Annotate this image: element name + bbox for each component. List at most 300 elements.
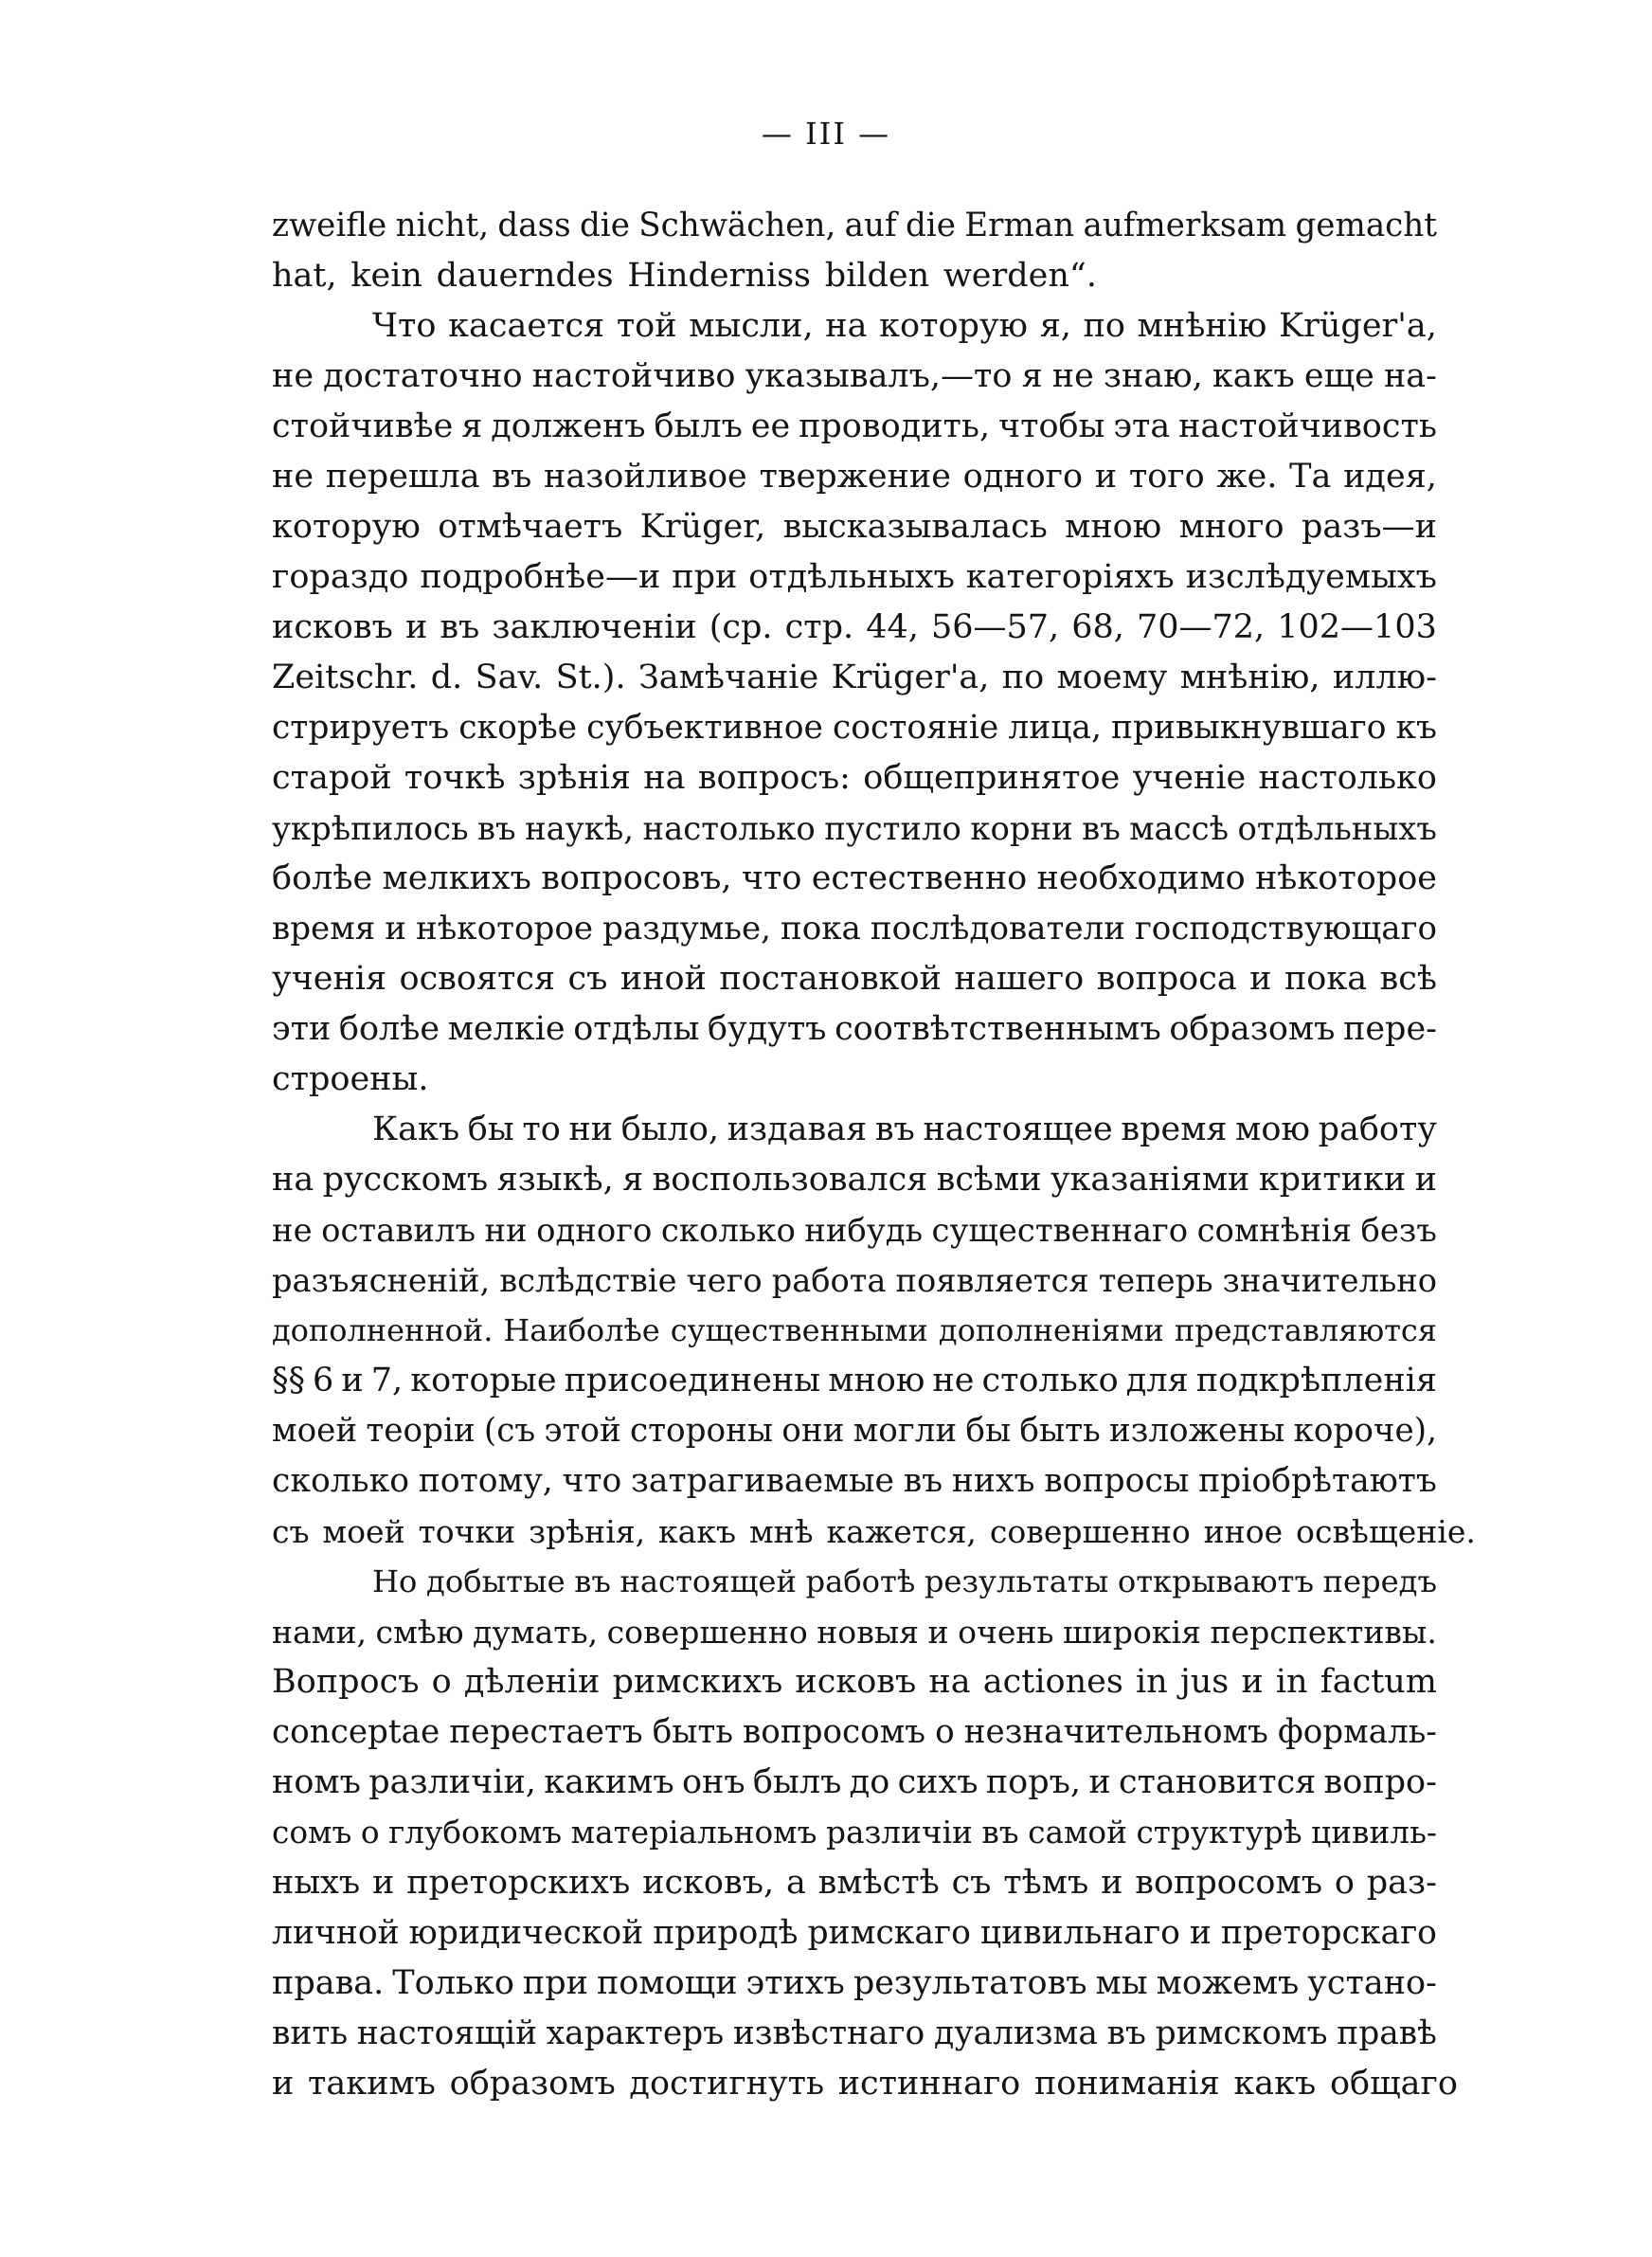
word: много: [1178, 508, 1284, 546]
word: характеръ: [546, 2014, 725, 2052]
word: знаю,: [1103, 357, 1203, 395]
text-line: [272, 1306, 1437, 1356]
word: вопросъ:: [697, 759, 851, 797]
word: при: [522, 1964, 588, 2002]
word: actiones: [982, 1663, 1123, 1701]
word: зрѣнія,: [529, 1513, 646, 1550]
word: мелкіе: [447, 1010, 566, 1048]
word: будутъ: [708, 1010, 827, 1048]
word: правѣ: [1337, 2014, 1437, 2052]
word: я,: [1039, 307, 1071, 345]
word: отдѣльныхъ: [1237, 810, 1437, 847]
word: дуализма: [934, 2014, 1098, 2052]
word: 70—72,: [1136, 608, 1266, 646]
word: на-: [1383, 357, 1437, 395]
paragraph-4: [272, 1557, 1458, 2109]
word: потому,: [418, 1462, 553, 1500]
word: въ: [492, 458, 532, 496]
word: былъ: [654, 407, 743, 445]
word: дополненной.: [272, 1312, 494, 1348]
word: какъ: [1233, 2065, 1317, 2103]
word: мелкихъ: [382, 859, 531, 897]
text-line: [272, 1808, 1437, 1858]
word: указывалъ,—то: [745, 357, 1013, 395]
word: поръ,: [985, 1763, 1082, 1801]
word: разъ—и: [1301, 508, 1437, 546]
word: могли: [853, 1412, 958, 1450]
word: пере-: [1343, 1010, 1437, 1048]
word: не: [932, 1362, 975, 1399]
word: перспективы.: [1210, 1614, 1437, 1651]
word: воспользовался: [652, 1161, 928, 1199]
word: отдѣльныхъ: [748, 558, 955, 596]
word: субъективное: [586, 709, 823, 747]
text-line: [272, 653, 1437, 703]
word: моему: [1056, 659, 1168, 696]
word: ни: [484, 1212, 528, 1249]
word: in: [1135, 1663, 1168, 1701]
word: настоящій: [356, 2014, 538, 2052]
text-line: [272, 2009, 1437, 2059]
word: §§: [272, 1362, 305, 1399]
word: римскаго: [807, 1914, 971, 1952]
word: ученіе: [1132, 759, 1247, 797]
word: Hinderniss: [627, 257, 811, 295]
word: достаточно: [323, 357, 523, 395]
word: и: [372, 1864, 395, 1902]
word: и: [1094, 458, 1118, 496]
word: незначительномъ: [963, 1713, 1268, 1751]
word: aufmerksam: [1083, 207, 1287, 244]
text-line: [272, 1507, 1476, 1557]
word: болѣе: [272, 859, 373, 897]
word: стрируетъ: [272, 709, 450, 747]
word: необходимо: [1036, 859, 1246, 897]
word: римскомъ: [1155, 2014, 1328, 2052]
word: о: [431, 1663, 452, 1701]
word: результатовъ: [853, 1964, 1087, 2002]
word: новыя: [817, 1614, 920, 1651]
word: in: [1275, 1663, 1308, 1701]
word: отдѣлы: [573, 1010, 700, 1048]
word: массѣ: [1129, 810, 1230, 847]
word: отмѣчаетъ: [438, 508, 623, 546]
word: смѣю: [375, 1614, 464, 1651]
word: на: [272, 1161, 314, 1199]
word: factum: [1320, 1663, 1437, 1701]
word: былъ: [752, 1763, 842, 1801]
word: пріобрѣтаютъ: [1198, 1462, 1437, 1500]
word: эта: [1113, 407, 1171, 445]
word: точки: [418, 1513, 516, 1550]
word: становится: [1118, 1763, 1317, 1801]
word: существенными: [670, 1312, 928, 1348]
word: номъ: [272, 1763, 361, 1801]
word: корни: [970, 810, 1073, 847]
word: такимъ: [308, 2065, 436, 2103]
word: jus: [1179, 1663, 1230, 1701]
word: перешла: [325, 458, 480, 496]
word: послѣдователи: [870, 910, 1125, 948]
word: 6: [313, 1362, 334, 1399]
word: для: [1125, 1362, 1189, 1399]
word: пониманія: [1033, 2065, 1220, 2103]
word: назойливое: [544, 458, 747, 496]
word: Какъ: [372, 1110, 460, 1148]
text-line: [272, 703, 1437, 753]
word: hat,: [272, 257, 337, 295]
word: стороны: [629, 1412, 774, 1450]
word: Замѣчаніе: [637, 659, 819, 696]
word: Krüger'а,: [1279, 307, 1437, 345]
word: въ: [440, 608, 480, 646]
word: формаль-: [1278, 1713, 1437, 1751]
word: о: [935, 1713, 955, 1751]
word: цивильнаго: [979, 1914, 1180, 1952]
word: вопро-: [1323, 1763, 1437, 1801]
word: представляются: [1174, 1312, 1437, 1348]
word: раздумье,: [602, 910, 771, 948]
word: юридической: [408, 1914, 644, 1952]
word: сомъ: [272, 1815, 352, 1851]
word: до: [849, 1763, 890, 1801]
word: мнѣнію,: [1179, 659, 1320, 696]
word: устано-: [1307, 1964, 1437, 2002]
word: пока: [1284, 960, 1368, 998]
word: болѣе: [338, 1010, 440, 1048]
text-line: [272, 1959, 1437, 2009]
word: при: [672, 558, 738, 596]
word: освѣщеніе.: [1296, 1513, 1476, 1550]
word: открываютъ: [1117, 1563, 1314, 1599]
word: я: [1021, 357, 1043, 395]
word: подробнѣе—и: [420, 558, 661, 596]
word: нибудь: [804, 1212, 924, 1249]
word: нашего: [954, 960, 1085, 998]
word: столько: [981, 1362, 1119, 1399]
word: то: [522, 1110, 561, 1148]
word: на: [643, 759, 686, 797]
word: освоятся: [399, 960, 556, 998]
word: высказывалась: [782, 508, 1048, 546]
word: не: [272, 1212, 313, 1249]
word: ученія: [272, 960, 387, 998]
word: старой: [272, 759, 392, 797]
word: настолько: [642, 810, 816, 847]
word: по: [1083, 307, 1125, 345]
word: въ: [874, 1110, 915, 1148]
word: онъ: [681, 1763, 745, 1801]
word: того: [1128, 458, 1205, 496]
word: 56—57,: [930, 608, 1060, 646]
word: какимъ: [544, 1763, 674, 1801]
paragraph-1: [272, 201, 1437, 301]
word: вслѣдствіе: [499, 1262, 677, 1299]
word: по: [1001, 659, 1045, 696]
word: вмѣстѣ: [817, 1864, 940, 1902]
word: время: [272, 910, 376, 948]
word: и: [1414, 1161, 1437, 1199]
word: нѣкоторое: [1254, 859, 1437, 897]
word: не: [272, 458, 314, 496]
word: широкія: [1062, 1614, 1201, 1651]
word: передъ: [1322, 1563, 1437, 1599]
word: и: [927, 1614, 949, 1651]
word: природѣ: [653, 1914, 799, 1952]
word: ее: [750, 407, 791, 445]
word: затрагиваемые: [631, 1462, 894, 1500]
word: время: [1121, 1110, 1228, 1148]
word: теперь: [1098, 1262, 1213, 1299]
word: матеріальномъ: [570, 1815, 817, 1851]
word: zweifle: [272, 207, 387, 244]
word: языкѣ,: [496, 1161, 614, 1199]
word: они: [781, 1412, 845, 1450]
word: иной: [620, 960, 707, 998]
word: можемъ: [1156, 1964, 1300, 2002]
word: моей: [272, 1412, 358, 1450]
word: сомнѣнія: [1196, 1212, 1353, 1249]
text-line: [272, 1557, 1437, 1607]
word: въ: [1106, 2014, 1146, 2052]
word: существеннаго: [931, 1212, 1189, 1249]
word: стойчивѣе: [272, 407, 454, 445]
word: съ: [567, 960, 608, 998]
word: глубокомъ: [388, 1815, 563, 1851]
word: бы: [467, 1110, 514, 1148]
word: же.: [1216, 458, 1278, 496]
word: werden“.: [943, 257, 1097, 295]
word: я: [461, 407, 483, 445]
text-line: [272, 854, 1437, 904]
word: очень: [958, 1614, 1054, 1651]
word: и: [1088, 1763, 1111, 1801]
word: die: [905, 207, 956, 244]
word: значительно: [1222, 1262, 1437, 1299]
word: которую: [879, 307, 1029, 345]
word: одного: [536, 1212, 653, 1249]
word: всѣми: [936, 1161, 1042, 1199]
word: чтобы: [997, 407, 1105, 445]
word: результаты: [924, 1563, 1109, 1599]
word: настойчиво: [531, 357, 736, 395]
word: сихъ: [897, 1763, 979, 1801]
word: короче),: [1293, 1412, 1437, 1450]
word: быть: [652, 1713, 733, 1751]
word: ни: [568, 1110, 614, 1148]
text-line: [272, 402, 1437, 452]
text-line: [272, 603, 1437, 653]
word: зрѣнія: [517, 759, 631, 797]
word: вопросы: [1044, 1462, 1190, 1500]
word: касается: [448, 307, 605, 345]
word: die: [579, 207, 630, 244]
word: Sav.: [475, 659, 544, 696]
word: (съ: [483, 1412, 536, 1450]
text-line: [272, 1657, 1437, 1707]
word: nicht,: [395, 207, 490, 244]
word: настоящей: [620, 1563, 797, 1599]
word: категоріяхъ: [965, 558, 1175, 596]
word: русскомъ: [322, 1161, 489, 1199]
text-line: [272, 1406, 1437, 1456]
word: перестаетъ: [449, 1713, 643, 1751]
text-line: [272, 201, 1437, 251]
word: самой: [1028, 1815, 1127, 1851]
word: и: [1101, 1864, 1123, 1902]
word: преторскаго: [1220, 1914, 1437, 1952]
word: скорѣе: [458, 709, 578, 747]
word: критики: [1258, 1161, 1407, 1199]
word: разъясненій,: [272, 1262, 491, 1299]
word: тѣмъ: [1003, 1864, 1089, 1902]
word: мною: [828, 1362, 925, 1399]
word: и: [1241, 1663, 1264, 1701]
word: долженъ: [491, 407, 646, 445]
word: мнѣ: [748, 1513, 814, 1550]
word: проводить,: [799, 407, 991, 445]
word: въ: [574, 1563, 611, 1599]
word: gemacht: [1295, 207, 1437, 244]
word: личной: [272, 1914, 400, 1952]
word: настолько: [1258, 759, 1437, 797]
word: которые: [410, 1362, 557, 1399]
word: общепринятое: [863, 759, 1121, 797]
word: подкрѣпленія: [1195, 1362, 1437, 1399]
word: указаніями: [1050, 1161, 1250, 1199]
text-line: [272, 1858, 1437, 1908]
word: теоріи: [366, 1412, 476, 1450]
word: ныхъ: [272, 1864, 361, 1902]
word: добытые: [426, 1563, 566, 1599]
word: пока: [780, 910, 861, 948]
word: бы: [965, 1412, 1012, 1450]
text-line: [272, 1758, 1437, 1808]
word: исковъ: [795, 1663, 917, 1701]
word: чего: [686, 1262, 763, 1299]
word: dauerndes: [436, 257, 614, 295]
text-line: [272, 1004, 1437, 1055]
word: настоящее: [923, 1110, 1113, 1148]
word: издавая: [727, 1110, 868, 1148]
word: моей: [322, 1513, 405, 1550]
word: вопросовъ,: [541, 859, 732, 897]
word: всѣ: [1379, 960, 1437, 998]
word: 68,: [1071, 608, 1124, 646]
word: изслѣдуемыхъ: [1185, 558, 1437, 596]
word: вопросомъ: [743, 1713, 926, 1751]
text-line: [272, 352, 1437, 402]
word: настойчивость: [1178, 407, 1437, 445]
text-line: [272, 1155, 1437, 1205]
word: kein: [350, 257, 422, 295]
word: раз-: [1366, 1864, 1437, 1902]
word: дополненіями: [938, 1312, 1164, 1348]
word: dass: [497, 207, 571, 244]
word: структурѣ: [1136, 1815, 1302, 1851]
word: преторскихъ: [406, 1864, 631, 1902]
word: Наиболѣе: [503, 1312, 660, 1348]
text-line: [272, 1908, 1437, 1959]
word: St.).: [555, 659, 626, 696]
word: которую: [272, 508, 421, 546]
text-line: [272, 1105, 1437, 1155]
word: Erman: [964, 207, 1075, 244]
word: твержение: [759, 458, 951, 496]
word: нѣкоторое: [416, 910, 594, 948]
word: и: [341, 1362, 364, 1399]
word: мысли,: [689, 307, 814, 345]
word: римскихъ: [612, 1663, 783, 1701]
text-line: [272, 1456, 1437, 1507]
word: auf: [844, 207, 897, 244]
paragraph-3: [272, 1105, 1476, 1557]
word: извѣстнаго: [732, 2014, 925, 2052]
word: нихъ: [951, 1462, 1035, 1500]
word: цивиль-: [1311, 1815, 1437, 1851]
word: господствующаго: [1134, 910, 1437, 948]
word: быть: [1019, 1412, 1101, 1450]
word: 102—103: [1277, 608, 1437, 646]
word: стр.: [784, 608, 854, 646]
word: что: [562, 1462, 622, 1500]
word: мою: [1235, 1110, 1310, 1148]
text-line: [272, 1255, 1437, 1306]
word: Только: [392, 1964, 514, 2002]
word: въ: [981, 1815, 1019, 1851]
word: точкѣ: [404, 759, 506, 797]
word: естественно: [811, 859, 1028, 897]
word: въ: [1082, 810, 1121, 847]
word: безъ: [1360, 1212, 1437, 1249]
word: различіи,: [368, 1763, 536, 1801]
text-line: [272, 301, 1437, 352]
word: bilden: [824, 257, 930, 295]
word: какъ: [1212, 357, 1295, 395]
word: работу: [1318, 1110, 1437, 1148]
word: совершенно: [989, 1513, 1191, 1550]
word: строены.: [272, 1060, 429, 1098]
word: 44,: [866, 608, 919, 646]
word: достигнуть: [629, 2065, 824, 2103]
word: образомъ: [449, 2065, 616, 2103]
word: Та: [1289, 458, 1332, 496]
text-line: [272, 1607, 1437, 1657]
word: укрѣпилось: [272, 810, 469, 847]
word: и: [385, 910, 406, 948]
word: какъ: [658, 1513, 737, 1550]
word: изложены: [1108, 1412, 1285, 1450]
word: 7,: [370, 1362, 404, 1399]
word: состояніе: [832, 709, 999, 747]
text-line: [272, 251, 1437, 301]
word: Zeitschr.: [272, 659, 419, 696]
word: не: [1051, 357, 1094, 395]
word: conceptae: [272, 1713, 440, 1751]
word: думать,: [473, 1614, 599, 1651]
page-number: — III —: [761, 116, 891, 152]
word: работа: [771, 1262, 887, 1299]
text-line: [272, 1205, 1437, 1255]
text-line: [272, 552, 1437, 603]
word: и: [1189, 1914, 1212, 1952]
word: наукѣ,: [525, 810, 635, 847]
word: появляется: [895, 1262, 1089, 1299]
word: совершенно: [606, 1614, 808, 1651]
word: а: [785, 1864, 806, 1902]
word: гораздо: [272, 558, 409, 596]
word: Krüger,: [639, 508, 766, 546]
